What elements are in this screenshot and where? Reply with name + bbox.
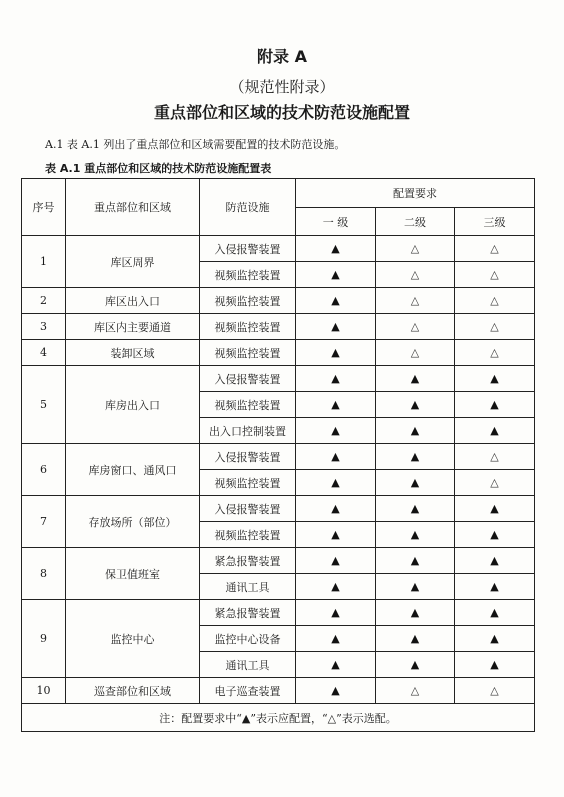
required-mark: ▲: [455, 418, 535, 444]
required-mark: ▲: [455, 626, 535, 652]
facility-name: 视频监控装置: [200, 392, 296, 418]
required-mark: ▲: [376, 470, 455, 496]
row-number: 5: [22, 366, 66, 444]
required-mark: ▲: [296, 678, 376, 704]
config-table: [21, 178, 535, 732]
facility-name: 电子巡查装置: [200, 678, 296, 704]
facility-name: 入侵报警装置: [200, 236, 296, 262]
area-name: 巡查部位和区域: [66, 678, 200, 704]
required-mark: ▲: [376, 522, 455, 548]
facility-name: 视频监控装置: [200, 470, 296, 496]
required-mark: ▲: [455, 392, 535, 418]
row-number: 10: [22, 678, 66, 704]
row-number: 7: [22, 496, 66, 548]
required-mark: ▲: [455, 574, 535, 600]
table-row: [22, 548, 535, 574]
facility-name: 入侵报警装置: [200, 444, 296, 470]
required-mark: ▲: [376, 418, 455, 444]
area-name: 库房窗口、通风口: [66, 444, 200, 496]
table-row: [22, 600, 535, 626]
required-mark: ▲: [376, 548, 455, 574]
row-number: 2: [22, 288, 66, 314]
required-mark: ▲: [296, 548, 376, 574]
area-name: 装卸区域: [66, 340, 200, 366]
area-name: 库区内主要通道: [66, 314, 200, 340]
optional-mark: △: [376, 236, 455, 262]
table-row: [22, 496, 535, 522]
optional-mark: △: [455, 288, 535, 314]
area-name: 库房出入口: [66, 366, 200, 444]
facility-name: 通讯工具: [200, 574, 296, 600]
intro-paragraph: A.1 表 A.1 列出了重点部位和区域需要配置的技术防范设施。: [45, 138, 346, 151]
optional-mark: △: [376, 678, 455, 704]
required-mark: ▲: [296, 496, 376, 522]
table-row: [22, 236, 535, 262]
table-caption: 表 A.1 重点部位和区域的技术防范设施配置表: [45, 162, 272, 175]
area-name: 监控中心: [66, 600, 200, 678]
required-mark: ▲: [296, 626, 376, 652]
appendix-label: 附录 A: [257, 47, 307, 66]
required-mark: ▲: [296, 600, 376, 626]
facility-name: 视频监控装置: [200, 314, 296, 340]
facility-name: 监控中心设备: [200, 626, 296, 652]
header-area: 重点部位和区域: [66, 179, 200, 236]
required-mark: ▲: [455, 522, 535, 548]
facility-name: 视频监控装置: [200, 288, 296, 314]
table-row: [22, 314, 535, 340]
appendix-nature: （规范性附录）: [229, 78, 335, 96]
row-number: 3: [22, 314, 66, 340]
required-mark: ▲: [376, 366, 455, 392]
optional-mark: △: [455, 314, 535, 340]
optional-mark: △: [455, 262, 535, 288]
facility-name: 紧急报警装置: [200, 548, 296, 574]
required-mark: ▲: [296, 444, 376, 470]
optional-mark: △: [455, 678, 535, 704]
table-row: [22, 340, 535, 366]
required-mark: ▲: [376, 652, 455, 678]
facility-name: 入侵报警装置: [200, 366, 296, 392]
facility-name: 通讯工具: [200, 652, 296, 678]
header-level2: 二级: [376, 208, 455, 236]
required-mark: ▲: [296, 418, 376, 444]
table-row: [22, 678, 535, 704]
table-row: [22, 444, 535, 470]
required-mark: ▲: [376, 444, 455, 470]
optional-mark: △: [455, 236, 535, 262]
required-mark: ▲: [455, 496, 535, 522]
required-mark: ▲: [376, 626, 455, 652]
required-mark: ▲: [296, 652, 376, 678]
required-mark: ▲: [455, 600, 535, 626]
required-mark: ▲: [296, 236, 376, 262]
area-name: 库区周界: [66, 236, 200, 288]
optional-mark: △: [455, 470, 535, 496]
required-mark: ▲: [296, 288, 376, 314]
required-mark: ▲: [376, 496, 455, 522]
required-mark: ▲: [455, 652, 535, 678]
table-body: [22, 236, 535, 704]
facility-name: 紧急报警装置: [200, 600, 296, 626]
required-mark: ▲: [376, 574, 455, 600]
row-number: 8: [22, 548, 66, 600]
area-name: 保卫值班室: [66, 548, 200, 600]
facility-name: 出入口控制装置: [200, 418, 296, 444]
header-no: 序号: [22, 179, 66, 236]
required-mark: ▲: [376, 392, 455, 418]
required-mark: ▲: [296, 340, 376, 366]
header-facility: 防范设施: [200, 179, 296, 236]
required-mark: ▲: [296, 392, 376, 418]
required-mark: ▲: [376, 600, 455, 626]
header-level1: 一 级: [296, 208, 376, 236]
table-note: 注：配置要求中“▲”表示应配置，“△”表示选配。: [22, 704, 535, 732]
optional-mark: △: [376, 262, 455, 288]
table-row: [22, 288, 535, 314]
required-mark: ▲: [296, 522, 376, 548]
optional-mark: △: [376, 340, 455, 366]
header-level3: 三级: [455, 208, 535, 236]
area-name: 存放场所（部位）: [66, 496, 200, 548]
required-mark: ▲: [296, 470, 376, 496]
required-mark: ▲: [296, 574, 376, 600]
required-mark: ▲: [455, 366, 535, 392]
optional-mark: △: [455, 444, 535, 470]
row-number: 1: [22, 236, 66, 288]
optional-mark: △: [376, 288, 455, 314]
required-mark: ▲: [296, 262, 376, 288]
row-number: 6: [22, 444, 66, 496]
header-requirement: 配置要求: [296, 179, 535, 208]
facility-name: 入侵报警装置: [200, 496, 296, 522]
optional-mark: △: [455, 340, 535, 366]
facility-name: 视频监控装置: [200, 340, 296, 366]
row-number: 4: [22, 340, 66, 366]
optional-mark: △: [376, 314, 455, 340]
required-mark: ▲: [455, 548, 535, 574]
facility-name: 视频监控装置: [200, 262, 296, 288]
required-mark: ▲: [296, 314, 376, 340]
facility-name: 视频监控装置: [200, 522, 296, 548]
area-name: 库区出入口: [66, 288, 200, 314]
appendix-title: 重点部位和区域的技术防范设施配置: [153, 103, 410, 122]
table-row: [22, 366, 535, 392]
required-mark: ▲: [296, 366, 376, 392]
row-number: 9: [22, 600, 66, 678]
